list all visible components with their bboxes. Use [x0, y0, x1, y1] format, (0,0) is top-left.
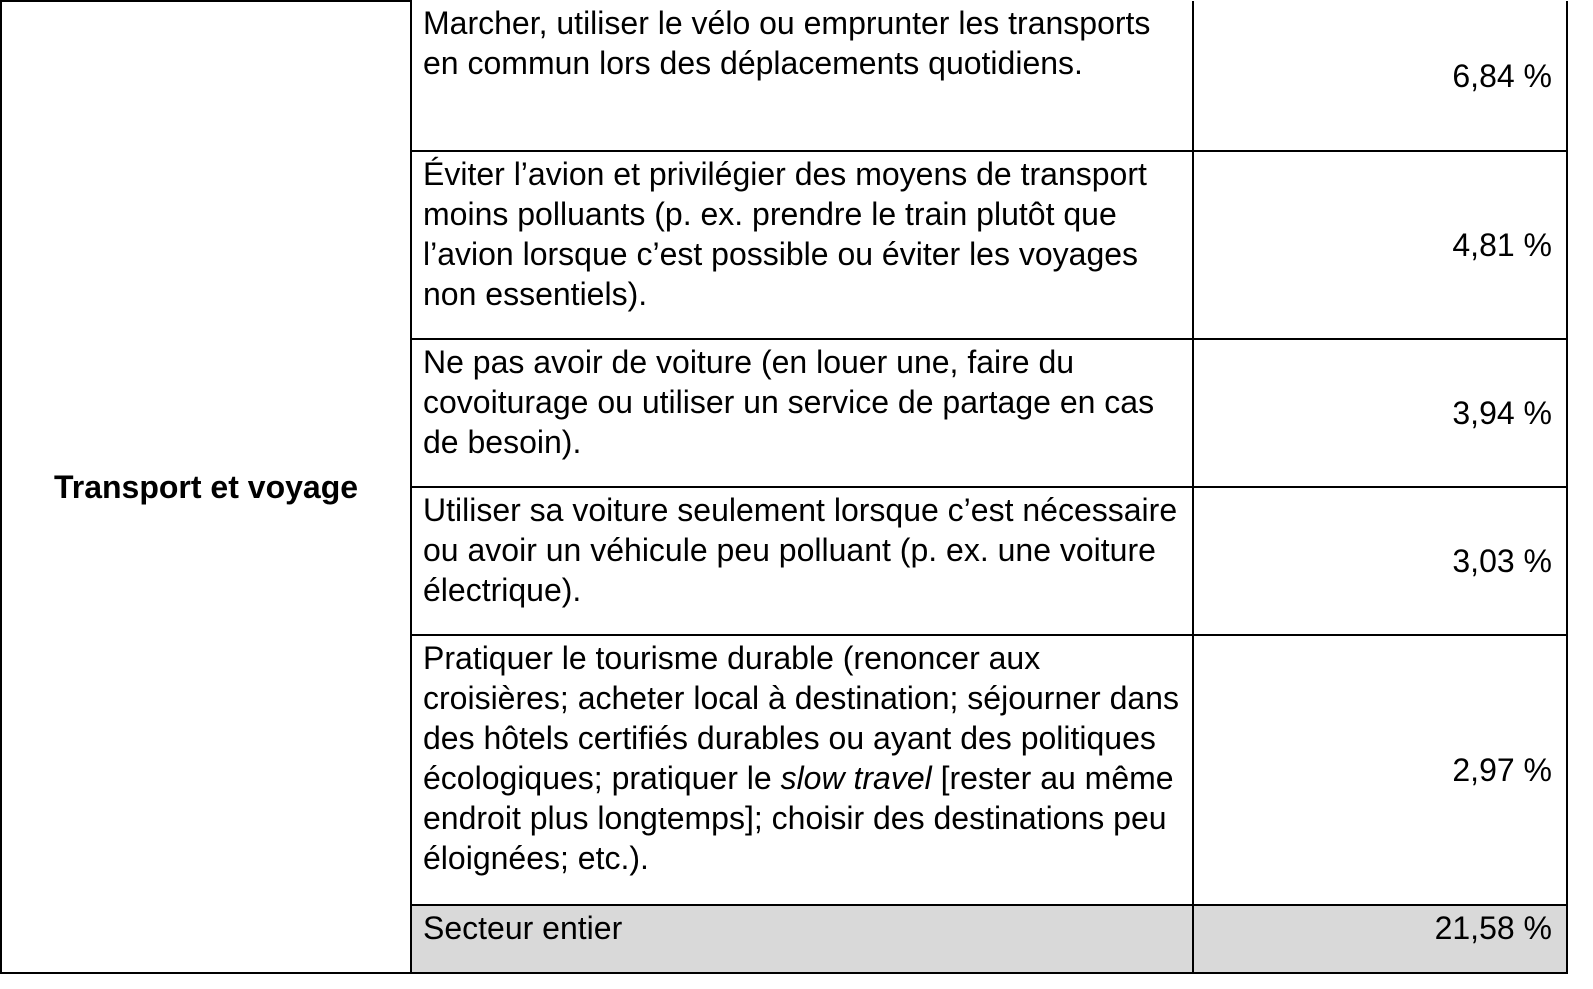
action-text-start: Pratiquer le tourisme durable (renoncer aux croisières; acheter local à destination; séjourner dans des hôtels certifiés durables ou ayant des politiques écologiques; pratiquer le — [423, 640, 1179, 796]
percent-cell: 3,03 % — [1193, 487, 1567, 635]
total-label: Secteur entier — [411, 905, 1193, 973]
percent-cell: 4,81 % — [1193, 151, 1567, 339]
table-row — [1, 1, 1567, 151]
percent-cell: 3,94 % — [1193, 339, 1567, 487]
action-text-end: [rester au même endroit plus longtemps]; choisir des destinations peu éloignées; etc.). — [423, 760, 1174, 876]
percent-cell: 6,84 % — [1193, 1, 1567, 151]
category-label: Transport et voyage — [53, 469, 359, 505]
action-text-italic: slow travel — [780, 760, 932, 796]
percent-cell: 2,97 % — [1193, 635, 1567, 905]
category-cell — [1, 1, 411, 973]
action-cell — [411, 635, 1193, 905]
action-cell: Utiliser sa voiture seulement lorsque c’est nécessaire ou avoir un véhicule peu polluant (p. ex. une voiture électrique). — [411, 487, 1193, 635]
total-percent: 21,58 % — [1193, 905, 1567, 973]
action-cell: Marcher, utiliser le vélo ou emprunter les transports en commun lors des déplacements quotidiens. — [411, 1, 1193, 151]
action-cell: Éviter l’avion et privilégier des moyens de transport moins polluants (p. ex. prendre le train plutôt que l’avion lorsque c’est possible ou éviter les voyages non essentiels). — [411, 151, 1193, 339]
action-cell: Ne pas avoir de voiture (en louer une, faire du covoiturage ou utiliser un service de partage en cas de besoin). — [411, 339, 1193, 487]
